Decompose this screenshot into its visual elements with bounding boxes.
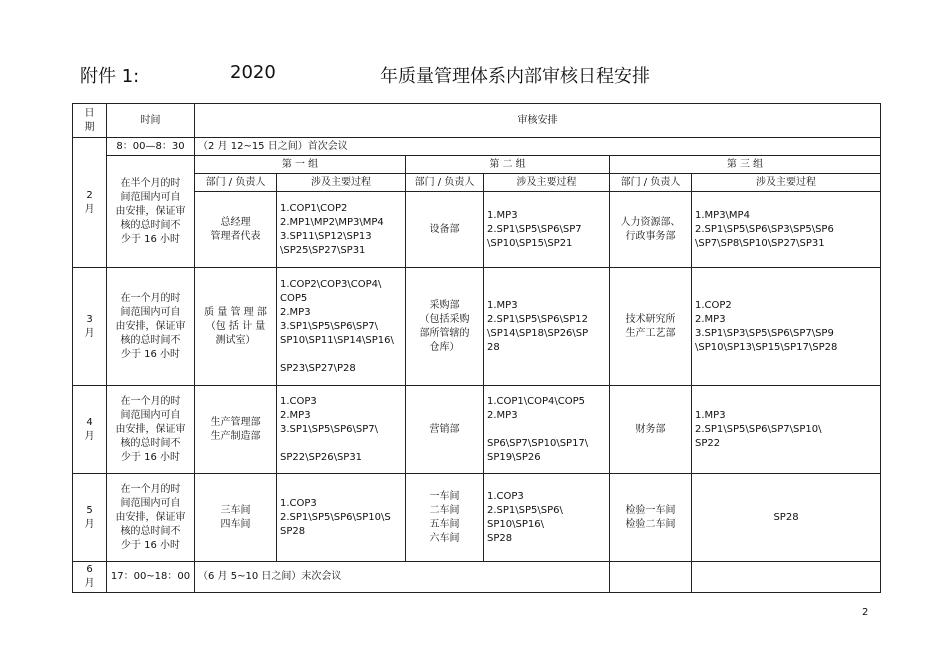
month-cell: 3 月 xyxy=(73,268,107,386)
dept-cell: 人力资源部、 行政事务部 xyxy=(610,192,692,268)
table-row xyxy=(73,386,881,474)
month-cell: 2 月 xyxy=(73,138,107,268)
table-row xyxy=(73,474,881,562)
dept-cell: 三车间 四车间 xyxy=(195,474,277,562)
process-cell: 1.COP2 2.MP3 3.SP1\SP3\SP5\SP6\SP7\SP9 \SP10\SP13\SP15\SP17\SP28 xyxy=(692,268,881,386)
process-cell: 1.COP2\COP3\COP4\ COP5 2.MP3 3.SP1\SP5\SP6\SP7\ SP10\SP11\SP14\SP16\ SP23\SP27\P28 xyxy=(277,268,406,386)
process-cell: 1.COP3 2.SP1\SP5\SP6\ SP10\SP16\ SP28 xyxy=(484,474,610,562)
process-label: 涉及主要过程 xyxy=(692,174,881,192)
process-cell: 1.MP3 2.SP1\SP5\SP6\SP7 \SP10\SP15\SP21 xyxy=(484,192,610,268)
dept-cell: 技术研究所 生产工艺部 xyxy=(610,268,692,386)
process-label: 涉及主要过程 xyxy=(277,174,406,192)
month-cell: 5 月 xyxy=(73,474,107,562)
dept-cell: 检验一车间 检验二车间 xyxy=(610,474,692,562)
process-cell: 1.COP1\COP2 2.MP1\MP2\MP3\MP4 3.SP11\SP12\SP13 \SP25\SP27\SP31 xyxy=(277,192,406,268)
page-number: 2 xyxy=(862,607,869,618)
group-2-header: 第 二 组 xyxy=(406,156,610,174)
process-cell: 1.COP3 2.SP1\SP5\SP6\SP10\S SP28 xyxy=(277,474,406,562)
dept-cell: 一车间 二车间 五车间 六车间 xyxy=(406,474,484,562)
dept-label: 部门 / 负责人 xyxy=(195,174,277,192)
dept-cell: 质 量 管 理 部 （包 括 计 量 测试室） xyxy=(195,268,277,386)
group-1-header: 第 一 组 xyxy=(195,156,406,174)
opening-time: 8：00—8：30 xyxy=(107,138,195,156)
process-cell: 1.MP3\MP4 2.SP1\SP5\SP6\SP3\SP5\SP6 \SP7\SP8\SP10\SP27\SP31 xyxy=(692,192,881,268)
empty-cell xyxy=(610,562,692,593)
process-label: 涉及主要过程 xyxy=(484,174,610,192)
time-cell: 在一个月的时 间范围内可自 由安排，保证审 核的总时间不 少于 16 小时 xyxy=(107,386,195,474)
date-header: 日 期 xyxy=(73,104,107,138)
group-3-header: 第 三 组 xyxy=(610,156,881,174)
subheader-row xyxy=(73,174,881,192)
dept-label: 部门 / 负责人 xyxy=(610,174,692,192)
month-cell: 4 月 xyxy=(73,386,107,474)
closing-time: 17：00~18：00 xyxy=(107,562,195,593)
month-cell: 6 月 xyxy=(73,562,107,593)
closing-row xyxy=(73,562,881,593)
dept-cell: 营销部 xyxy=(406,386,484,474)
dept-cell: 总经理 管理者代表 xyxy=(195,192,277,268)
document-title xyxy=(0,62,950,90)
process-cell: 1.COP1\COP4\COP5 2.MP3 SP6\SP7\SP10\SP17\ SP19\SP26 xyxy=(484,386,610,474)
attachment-label: 附件 1: xyxy=(80,66,140,87)
title-text: 年质量管理体系内部审核日程安排 xyxy=(380,66,650,87)
time-cell: 在一个月的时 间范围内可自 由安排，保证审 核的总时间不 少于 16 小时 xyxy=(107,474,195,562)
opening-row xyxy=(73,138,881,156)
opening-meeting: （2 月 12~15 日之间）首次会议 xyxy=(195,138,881,156)
closing-meeting: （6 月 5~10 日之间）末次会议 xyxy=(195,562,610,593)
table-row xyxy=(73,268,881,386)
plan-header: 审核安排 xyxy=(195,104,881,138)
empty-cell xyxy=(692,562,881,593)
table-row xyxy=(73,192,881,268)
dept-cell: 财务部 xyxy=(610,386,692,474)
process-cell: 1.COP3 2.MP3 3.SP1\SP5\SP6\SP7\ SP22\SP26\SP31 xyxy=(277,386,406,474)
audit-schedule-table xyxy=(72,103,881,593)
header-row xyxy=(73,104,881,138)
time-cell: 在半个月的时 间范围内可自 由安排，保证审 核的总时间不 少于 16 小时 xyxy=(107,156,195,268)
dept-cell: 采购部 （包括采购 部所管辖的 仓库） xyxy=(406,268,484,386)
process-cell: 1.MP3 2.SP1\SP5\SP6\SP12 \SP14\SP18\SP26\SP 28 xyxy=(484,268,610,386)
time-header: 时间 xyxy=(107,104,195,138)
time-cell: 在一个月的时 间范围内可自 由安排，保证审 核的总时间不 少于 16 小时 xyxy=(107,268,195,386)
dept-cell: 生产管理部 生产制造部 xyxy=(195,386,277,474)
process-cell: 1.MP3 2.SP1\SP5\SP6\SP7\SP10\ SP22 xyxy=(692,386,881,474)
dept-cell: 设备部 xyxy=(406,192,484,268)
year-label: 2020 xyxy=(230,62,276,83)
dept-label: 部门 / 负责人 xyxy=(406,174,484,192)
process-cell: SP28 xyxy=(692,474,881,562)
group-row xyxy=(73,156,881,174)
